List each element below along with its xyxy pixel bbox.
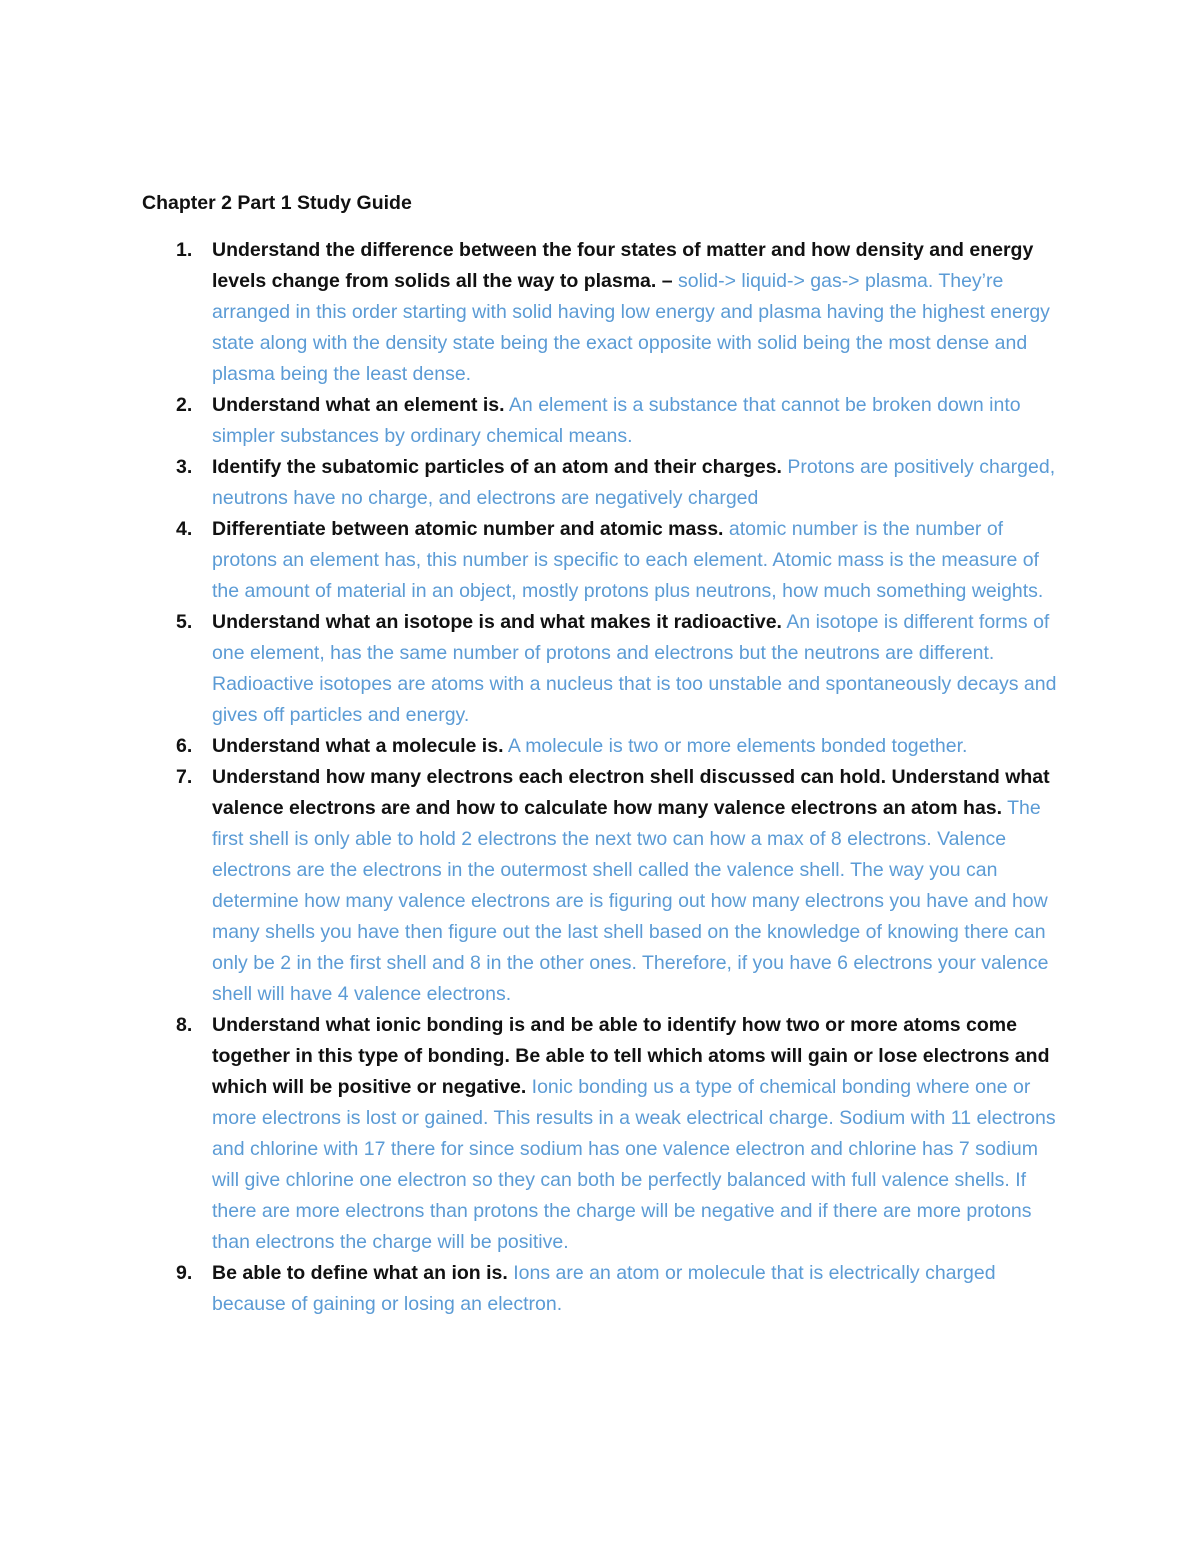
question-text: Understand what ionic bonding is and be able to identify how two or more atoms come together in this type of bonding. Be able to tell which atoms will gain or lose electrons and which will be positive or negative. [212,1014,1050,1098]
question-text: Understand what an element is. [212,394,505,416]
list-item [142,452,1067,514]
answer-text: atomic number is the number of protons an element has, this number is specific to each element. Atomic mass is the measure of the amount of material in an object, mostly protons plus neutrons, how much something weights. [212,518,1044,602]
list-item [142,235,1067,390]
item-number: 9. [176,1262,193,1284]
list-item [142,762,1067,1010]
question-text: Understand what an isotope is and what makes it radioactive. [212,611,782,633]
question-text: Understand what a molecule is. [212,735,504,757]
list-item [142,1258,1067,1320]
list-item [142,731,1067,762]
list-item [142,390,1067,452]
answer-text: A molecule is two or more elements bonded together. [507,735,968,757]
question-list [142,235,1067,1320]
answer-text: Ions are an atom or molecule that is electrically charged because of gaining or losing an electron. [212,1262,996,1315]
question-text: Be able to define what an ion is. [212,1262,508,1284]
item-number: 6. [176,735,193,757]
document-content [142,188,1067,1320]
item-number: 4. [176,518,193,540]
answer-text: The first shell is only able to hold 2 electrons the next two can how a max of 8 electrons. Valence electrons are the electrons in the outermost shell called the valence shell. The way you can determine how many valence electrons are is figuring out how many electrons you have and how many shells you have then figure out the last shell based on the knowledge of knowing there can only be 2 in the first shell and 8 in the other ones. Therefore, if you have 6 electrons your valence shell will have 4 valence electrons. [212,797,1049,1005]
item-number: 5. [176,611,193,633]
list-item [142,607,1067,731]
question-text: Identify the subatomic particles of an atom and their charges. [212,456,782,478]
item-number: 1. [176,239,193,261]
question-text: Understand the difference between the four states of matter and how density and energy levels change from solids all the way to plasma. – [212,239,1034,292]
item-number: 3. [176,456,193,478]
item-number: 7. [176,766,193,788]
question-text: Differentiate between atomic number and atomic mass. [212,518,724,540]
question-text: Understand how many electrons each electron shell discussed can hold. Understand what valence electrons are and how to calculate how many valence electrons an atom has. [212,766,1050,819]
item-number: 2. [176,394,193,416]
answer-text: Protons are positively charged, neutrons have no charge, and electrons are negatively charged [212,456,1056,509]
list-item [142,514,1067,607]
answer-text: solid-> liquid-> gas-> plasma. They’re arranged in this order starting with solid having low energy and plasma having the highest energy state along with the density state being the exact opposite with solid being the most dense and plasma being the least dense. [212,270,1050,385]
list-item [142,1010,1067,1258]
item-number: 8. [176,1014,193,1036]
answer-text: An element is a substance that cannot be broken down into simpler substances by ordinary chemical means. [212,394,1021,447]
page-title: Chapter 2 Part 1 Study Guide [142,192,412,214]
answer-text: An isotope is different forms of one element, has the same number of protons and electrons but the neutrons are different. Radioactive isotopes are atoms with a nucleus that is too unstable and spontaneously decays and gives off particles and energy. [212,611,1057,726]
answer-text: Ionic bonding us a type of chemical bonding where one or more electrons is lost or gained. This results in a weak electrical charge. Sodium with 11 electrons and chlorine with 17 there for since sodium has one valence electron and chlorine has 7 sodium will give chlorine one electron so they can both be perfectly balanced with full valence shells. If there are more electrons than protons the charge will be negative and if there are more protons than electrons the charge will be positive. [212,1076,1056,1253]
